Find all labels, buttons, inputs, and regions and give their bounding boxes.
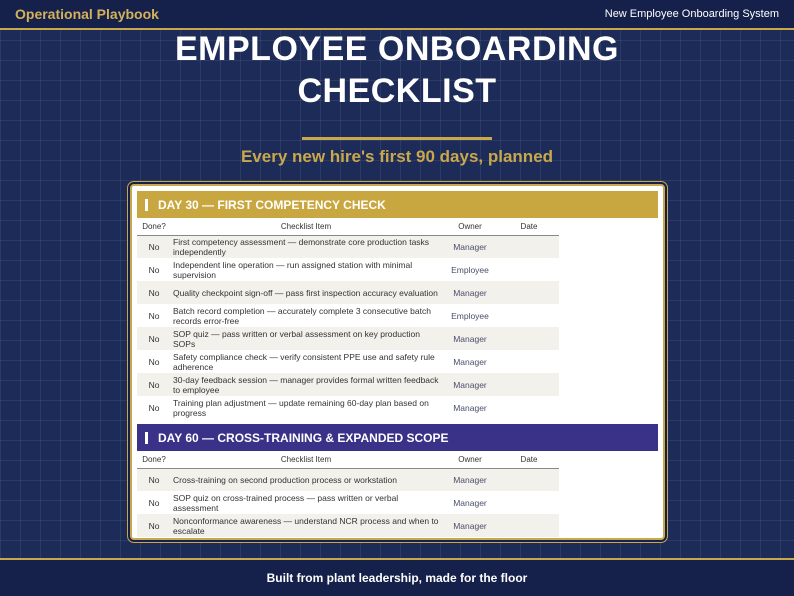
owner-cell: Manager <box>453 402 487 413</box>
date-cell[interactable] <box>499 258 559 281</box>
checklist-item-cell: First competency assessment — demonstrate core production tasks independently <box>171 235 441 258</box>
column-header-done: Done? <box>137 451 171 468</box>
column-header-owner: Owner <box>441 451 499 468</box>
done-cell[interactable]: No <box>148 310 160 321</box>
column-header-item: Checklist Item <box>171 451 441 468</box>
brand-label: Operational Playbook <box>15 6 159 22</box>
done-cell[interactable]: No <box>137 373 171 396</box>
done-cell[interactable]: No <box>137 235 171 258</box>
page-subtitle: Every new hire's first 90 days, planned <box>240 147 554 166</box>
checklist-item-cell: Safety compliance check — verify consistent PPE use and safety rule adherence <box>173 351 435 372</box>
footer: Built from plant leadership, made for the floor <box>0 558 794 596</box>
date-cell[interactable] <box>499 491 559 514</box>
table-row <box>137 350 559 373</box>
done-cell[interactable]: No <box>137 468 171 491</box>
table-row <box>137 373 559 396</box>
table-row <box>137 304 559 327</box>
date-cell[interactable] <box>499 396 559 419</box>
column-header-done: Done? <box>137 218 171 235</box>
top-bar <box>0 0 794 30</box>
checklist-item-cell: Quality checkpoint sign-off — pass first inspection accuracy evaluation <box>171 281 441 304</box>
column-header-date: Date <box>499 218 559 235</box>
table-row <box>137 396 559 419</box>
date-cell[interactable] <box>499 281 559 304</box>
section-title: DAY 60 — CROSS-TRAINING & EXPANDED SCOPE <box>158 430 449 445</box>
checklist-card <box>130 184 665 540</box>
section-header <box>137 191 658 218</box>
checklist-item-cell: SOP quiz on cross-trained process — pass written or verbal assessment <box>173 492 399 513</box>
owner-cell: Manager <box>441 514 499 537</box>
checklist-sections <box>137 191 658 537</box>
checklist-table <box>137 218 559 419</box>
done-cell[interactable]: No <box>148 264 160 275</box>
checklist-item-cell: Batch record completion — accurately complete 3 consecutive batch records error-free <box>173 305 431 326</box>
date-cell[interactable] <box>499 514 559 537</box>
table-header-row <box>137 218 559 235</box>
done-cell[interactable]: No <box>137 327 171 350</box>
column-header-item: Checklist Item <box>171 218 441 235</box>
title-divider <box>302 137 492 140</box>
date-cell[interactable] <box>499 373 559 396</box>
system-label: New Employee Onboarding System <box>604 8 779 20</box>
section-title: DAY 30 — FIRST COMPETENCY CHECK <box>158 197 386 212</box>
checklist-table <box>137 451 559 537</box>
table-row <box>137 514 559 537</box>
owner-cell: Manager <box>441 327 499 350</box>
date-cell[interactable] <box>499 350 559 373</box>
checklist-item-cell: Nonconformance awareness — understand NCR process and when to escalate <box>171 514 441 537</box>
checklist-item-cell: Cross-training on second production process or workstation <box>171 468 441 491</box>
date-cell[interactable] <box>499 327 559 350</box>
checklist-item-cell: Training plan adjustment — update remaining 60-day plan based on progress <box>173 397 429 418</box>
section-marker <box>145 199 148 211</box>
owner-cell: Manager <box>453 356 487 367</box>
page-title-line-2: CHECKLIST <box>297 72 497 110</box>
checklist-item-cell: SOP quiz — pass written or verbal assessment on key production SOPs <box>171 327 441 350</box>
page-title <box>0 28 794 112</box>
owner-cell: Manager <box>441 468 499 491</box>
section-marker <box>145 432 148 444</box>
table-row <box>137 327 559 350</box>
date-cell[interactable] <box>499 468 559 491</box>
table-row <box>137 468 559 491</box>
owner-cell: Employee <box>451 264 489 275</box>
done-cell[interactable]: No <box>148 497 160 508</box>
checklist-item-cell: Independent line operation — run assigned station with minimal supervision <box>173 259 413 280</box>
done-cell[interactable]: No <box>137 281 171 304</box>
table-row <box>137 258 559 281</box>
done-cell[interactable]: No <box>137 514 171 537</box>
checklist-item-cell: 30-day feedback session — manager provides formal written feedback to employee <box>171 373 441 396</box>
owner-cell: Manager <box>441 373 499 396</box>
page-title-line-1: EMPLOYEE ONBOARDING <box>175 30 619 68</box>
owner-cell: Employee <box>451 310 489 321</box>
column-header-owner: Owner <box>441 218 499 235</box>
owner-cell: Manager <box>441 235 499 258</box>
table-row <box>137 281 559 304</box>
owner-cell: Manager <box>441 281 499 304</box>
done-cell[interactable]: No <box>148 356 160 367</box>
section-header <box>137 424 658 451</box>
column-header-date: Date <box>499 451 559 468</box>
done-cell[interactable]: No <box>148 402 160 413</box>
date-cell[interactable] <box>499 235 559 258</box>
table-header-row <box>137 451 559 468</box>
owner-cell: Manager <box>453 497 487 508</box>
table-row <box>137 235 559 258</box>
date-cell[interactable] <box>499 304 559 327</box>
table-row <box>137 491 559 514</box>
